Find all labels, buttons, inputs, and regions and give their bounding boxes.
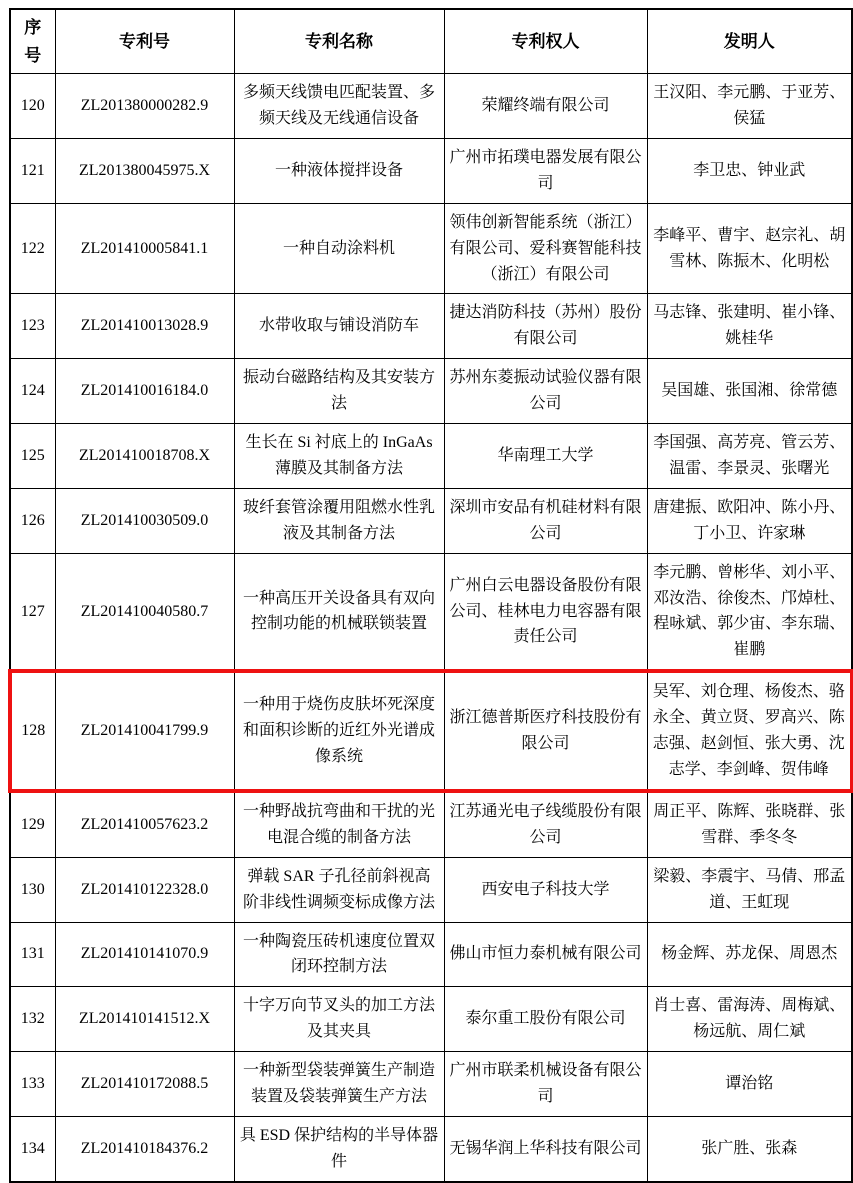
patent-number-cell: ZL201410013028.9 [55,294,234,359]
patent-holder-cell: 广州白云电器设备股份有限公司、桂林电力电容器有限责任公司 [444,553,647,671]
patent-number-cell: ZL201380000282.9 [55,74,234,139]
table-row [10,359,852,424]
inventors-cell: 吴国雄、张国湘、徐常德 [647,359,852,424]
header-patent-name: 专利名称 [234,9,444,74]
table-row [10,553,852,671]
table-header-row [10,9,852,74]
patent-name-cell: 一种陶瓷压砖机速度位置双闭环控制方法 [234,922,444,987]
serial-cell: 120 [10,74,55,139]
patent-name-cell: 一种用于烧伤皮肤坏死深度和面积诊断的近红外光谱成像系统 [234,671,444,791]
inventors-cell: 周正平、陈辉、张晓群、张雪群、季冬冬 [647,791,852,857]
table-row [10,138,852,203]
table-row [10,857,852,922]
patent-holder-cell: 无锡华润上华科技有限公司 [444,1116,647,1181]
table-row [10,488,852,553]
serial-cell: 133 [10,1052,55,1117]
serial-cell: 129 [10,791,55,857]
table-row [10,791,852,857]
inventors-cell: 谭治铭 [647,1052,852,1117]
patent-name-cell: 一种高压开关设备具有双向控制功能的机械联锁装置 [234,553,444,671]
inventors-cell: 李峰平、曹宇、赵宗礼、胡雪林、陈振木、化明松 [647,203,852,294]
patent-number-cell: ZL201410057623.2 [55,791,234,857]
table-row [10,74,852,139]
header-patent-holder: 专利权人 [444,9,647,74]
patent-name-cell: 振动台磁路结构及其安装方法 [234,359,444,424]
patent-number-cell: ZL201410141070.9 [55,922,234,987]
patent-number-cell: ZL201410184376.2 [55,1116,234,1181]
header-serial: 序号 [10,9,55,74]
serial-cell: 132 [10,987,55,1052]
patent-name-cell: 玻纤套管涂覆用阻燃水性乳液及其制备方法 [234,488,444,553]
serial-cell: 131 [10,922,55,987]
table-row-highlighted [10,671,852,791]
patent-table [8,8,853,1183]
patent-holder-cell: 深圳市安品有机硅材料有限公司 [444,488,647,553]
inventors-cell: 张广胜、张森 [647,1116,852,1181]
serial-cell: 130 [10,857,55,922]
table-row [10,424,852,489]
patent-name-cell: 具 ESD 保护结构的半导体器件 [234,1116,444,1181]
patent-name-cell: 弹载 SAR 子孔径前斜视高阶非线性调频变标成像方法 [234,857,444,922]
patent-number-cell: ZL201410122328.0 [55,857,234,922]
patent-holder-cell: 广州市联柔机械设备有限公司 [444,1052,647,1117]
patent-name-cell: 一种自动涂料机 [234,203,444,294]
serial-cell: 122 [10,203,55,294]
patent-number-cell: ZL201410040580.7 [55,553,234,671]
patent-name-cell: 水带收取与铺设消防车 [234,294,444,359]
patent-name-cell: 一种液体搅拌设备 [234,138,444,203]
inventors-cell: 李卫忠、钟业武 [647,138,852,203]
table-row [10,1116,852,1181]
table-row [10,922,852,987]
patent-holder-cell: 广州市拓璞电器发展有限公司 [444,138,647,203]
header-patent-number: 专利号 [55,9,234,74]
patent-number-cell: ZL201410018708.X [55,424,234,489]
inventors-cell: 李元鹏、曾彬华、刘小平、邓汝浩、徐俊杰、邝焯杜、程咏斌、郭少宙、李东瑞、崔鹏 [647,553,852,671]
patent-holder-cell: 佛山市恒力泰机械有限公司 [444,922,647,987]
patent-holder-cell: 西安电子科技大学 [444,857,647,922]
patent-name-cell: 多频天线馈电匹配装置、多频天线及无线通信设备 [234,74,444,139]
inventors-cell: 唐建振、欧阳冲、陈小丹、丁小卫、许家琳 [647,488,852,553]
patent-number-cell: ZL201410030509.0 [55,488,234,553]
patent-holder-cell: 华南理工大学 [444,424,647,489]
patent-name-cell: 一种新型袋装弹簧生产制造装置及袋装弹簧生产方法 [234,1052,444,1117]
patent-holder-cell: 荣耀终端有限公司 [444,74,647,139]
table-row [10,294,852,359]
patent-holder-cell: 领伟创新智能系统（浙江）有限公司、爱科赛智能科技（浙江）有限公司 [444,203,647,294]
patent-number-cell: ZL201410141512.X [55,987,234,1052]
inventors-cell: 肖士喜、雷海涛、周梅斌、杨远航、周仁斌 [647,987,852,1052]
serial-cell: 128 [10,671,55,791]
patent-number-cell: ZL201410041799.9 [55,671,234,791]
header-inventors: 发明人 [647,9,852,74]
patent-holder-cell: 江苏通光电子线缆股份有限公司 [444,791,647,857]
patent-name-cell: 一种野战抗弯曲和干扰的光电混合缆的制备方法 [234,791,444,857]
serial-cell: 125 [10,424,55,489]
table-row [10,987,852,1052]
patent-holder-cell: 捷达消防科技（苏州）股份有限公司 [444,294,647,359]
patent-holder-cell: 浙江德普斯医疗科技股份有限公司 [444,671,647,791]
inventors-cell: 李国强、高芳亮、管云芳、温雷、李景灵、张曙光 [647,424,852,489]
patent-number-cell: ZL201380045975.X [55,138,234,203]
patent-holder-cell: 苏州东菱振动试验仪器有限公司 [444,359,647,424]
inventors-cell: 杨金辉、苏龙保、周恩杰 [647,922,852,987]
serial-cell: 127 [10,553,55,671]
inventors-cell: 吴军、刘仓理、杨俊杰、骆永全、黄立贤、罗高兴、陈志强、赵剑恒、张大勇、沈志学、李剑峰、贺伟峰 [647,671,852,791]
patent-name-cell: 生长在 Si 衬底上的 InGaAs 薄膜及其制备方法 [234,424,444,489]
serial-cell: 123 [10,294,55,359]
serial-cell: 134 [10,1116,55,1181]
serial-cell: 126 [10,488,55,553]
patent-name-cell: 十字万向节叉头的加工方法及其夹具 [234,987,444,1052]
inventors-cell: 王汉阳、李元鹏、于亚芳、侯猛 [647,74,852,139]
inventors-cell: 马志锋、张建明、崔小锋、姚桂华 [647,294,852,359]
serial-cell: 124 [10,359,55,424]
patent-number-cell: ZL201410005841.1 [55,203,234,294]
serial-cell: 121 [10,138,55,203]
table-row [10,1052,852,1117]
table-row [10,203,852,294]
patent-holder-cell: 泰尔重工股份有限公司 [444,987,647,1052]
patent-number-cell: ZL201410172088.5 [55,1052,234,1117]
inventors-cell: 梁毅、李震宇、马倩、邢孟道、王虹现 [647,857,852,922]
patent-number-cell: ZL201410016184.0 [55,359,234,424]
